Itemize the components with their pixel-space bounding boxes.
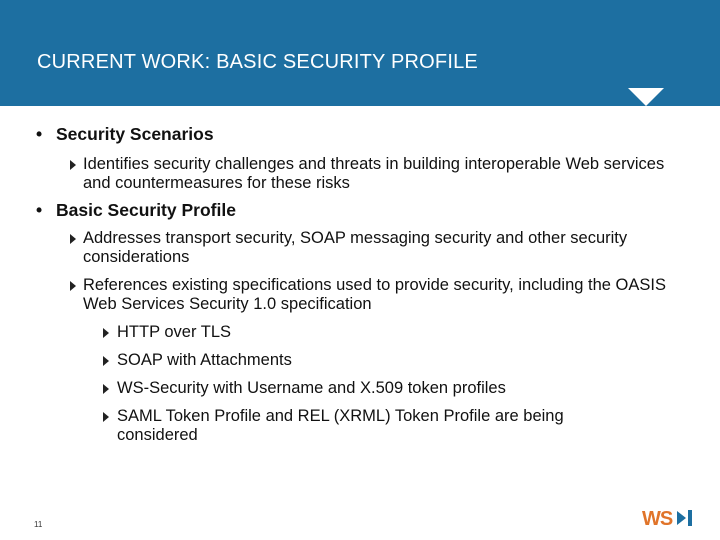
- bullet-label: Security Scenarios: [56, 124, 214, 144]
- bullet-security-scenarios: [36, 124, 214, 145]
- sub-bullet: [70, 229, 690, 267]
- triangle-right-icon: [103, 356, 109, 366]
- logo-bar-icon: [688, 510, 692, 526]
- sub-bullet: [70, 155, 690, 193]
- sub-sub-bullet-text: SOAP with Attachments: [117, 351, 292, 369]
- title-bar: [0, 0, 720, 106]
- sub-bullet: [70, 276, 690, 314]
- triangle-right-icon: [103, 328, 109, 338]
- sub-bullet-text: References existing specifications used to provide security, including the OASIS Web Services Security 1.0 specification: [83, 276, 666, 313]
- title-notch-decoration: [628, 88, 664, 106]
- logo-triangle-icon: [677, 511, 686, 525]
- triangle-right-icon: [103, 384, 109, 394]
- slide-title: CURRENT WORK: BASIC SECURITY PROFILE: [37, 51, 478, 73]
- bullet-dot-icon: •: [36, 200, 43, 220]
- sub-sub-bullet: [103, 323, 643, 342]
- sub-sub-bullet-text: HTTP over TLS: [117, 323, 232, 341]
- sub-bullet-text: Identifies security challenges and threats in building interoperable Web services and countermeasures for these risks: [83, 155, 665, 192]
- logo-text: WS: [642, 508, 673, 530]
- wsi-logo: [642, 508, 698, 528]
- page-number: 11: [34, 520, 43, 529]
- triangle-right-icon: [70, 281, 76, 291]
- sub-sub-bullet: [103, 379, 643, 398]
- bullet-basic-security-profile: [36, 200, 236, 221]
- sub-sub-bullet: [103, 351, 643, 370]
- bullet-dot-icon: •: [36, 124, 43, 144]
- sub-sub-bullet-text: WS-Security with Username and X.509 token profiles: [117, 379, 506, 397]
- triangle-right-icon: [103, 412, 109, 422]
- triangle-right-icon: [70, 160, 76, 170]
- triangle-right-icon: [70, 234, 76, 244]
- sub-sub-bullet: [103, 407, 643, 445]
- sub-bullet-text: Addresses transport security, SOAP messaging security and other security considerations: [83, 229, 628, 266]
- bullet-label: Basic Security Profile: [56, 200, 236, 220]
- sub-sub-bullet-text: SAML Token Profile and REL (XRML) Token Profile are being considered: [117, 407, 564, 444]
